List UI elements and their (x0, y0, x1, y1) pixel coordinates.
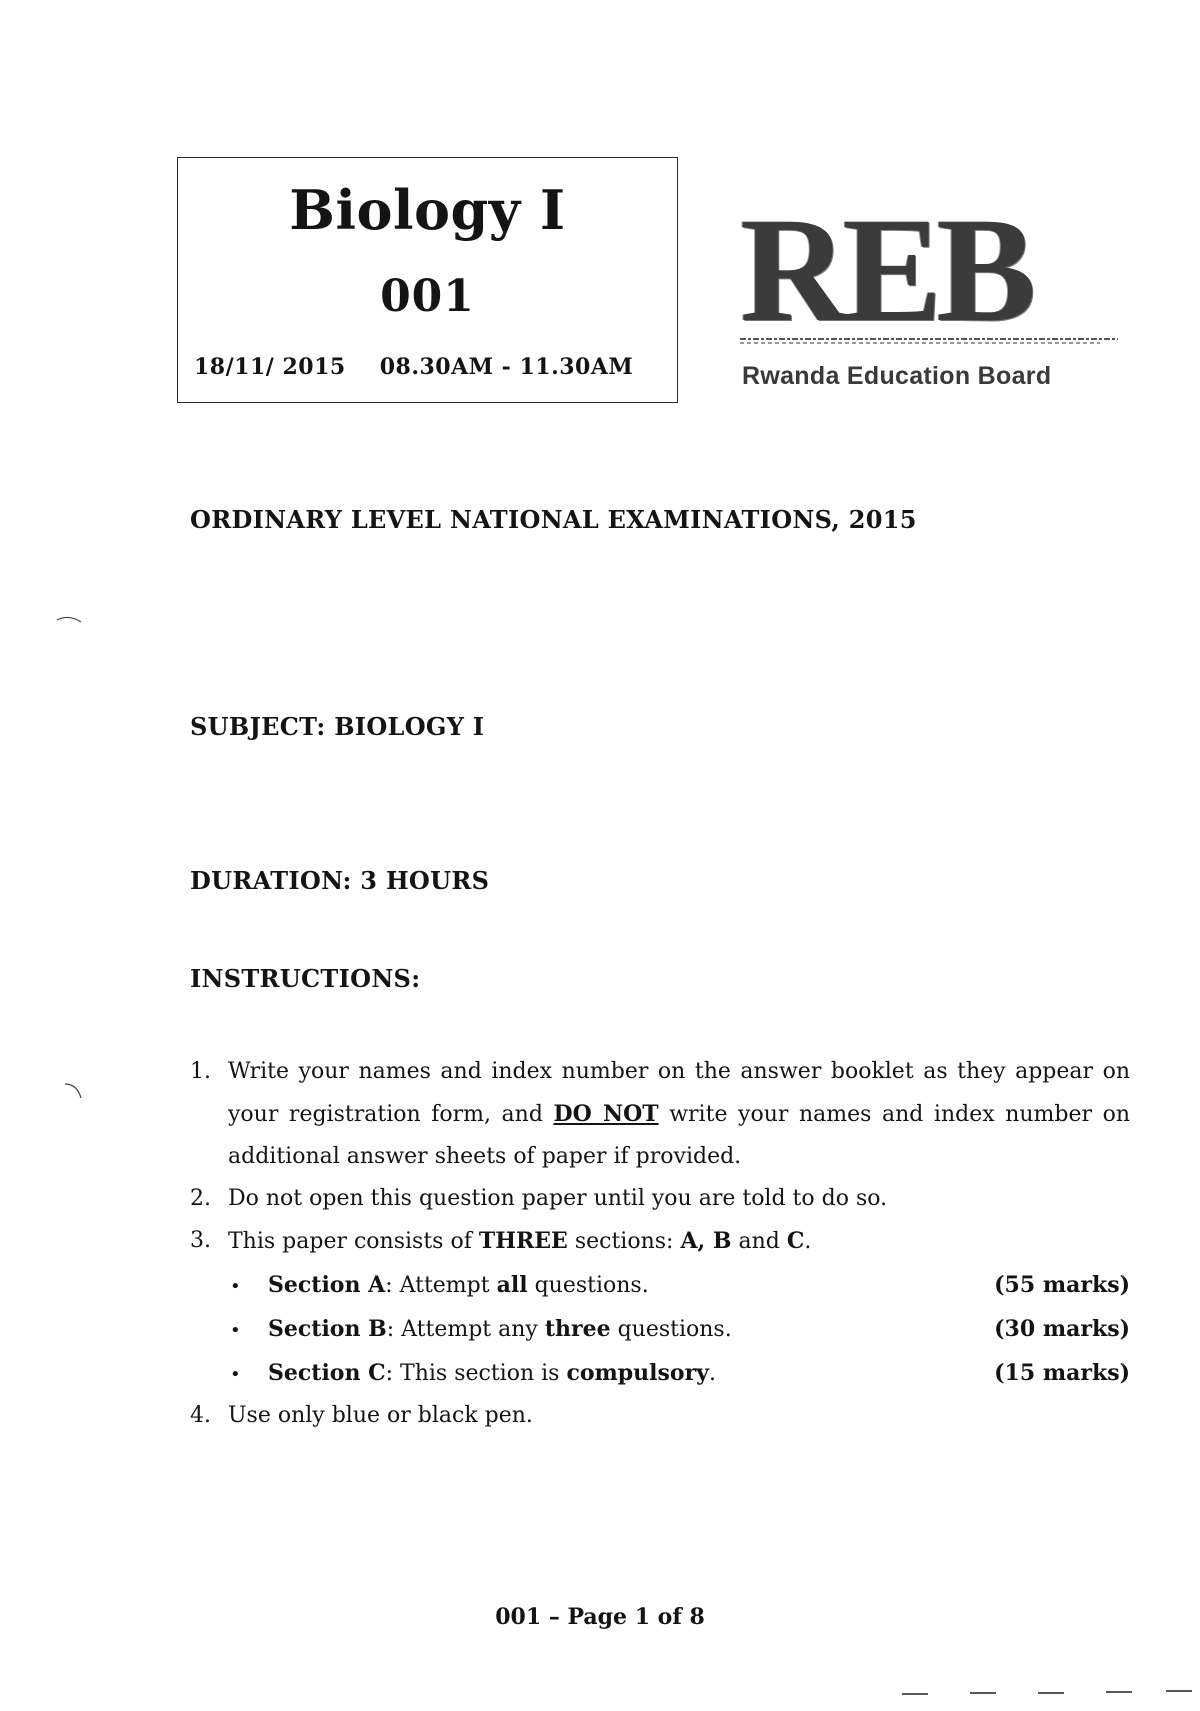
section-text-part: questions. (527, 1273, 649, 1298)
section-a-row (230, 1263, 1130, 1307)
instruction-number: 4. (190, 1403, 211, 1428)
instruction-text-part: Write your names and index number on the answer booklet as they appear on your registration form, and (228, 1059, 1130, 1127)
sections-list (190, 1263, 1130, 1395)
instruction-item (190, 1178, 1130, 1220)
section-emphasis: three (544, 1316, 611, 1342)
reb-logo-letters: REB (740, 187, 1031, 353)
instruction-text-part: This paper consists of (228, 1229, 479, 1254)
logo-underline (740, 337, 1118, 345)
three-emphasis: THREE (478, 1228, 568, 1254)
section-c-ref: C (786, 1228, 805, 1254)
scan-mark-icon (55, 612, 95, 642)
section-b-row (230, 1307, 1130, 1351)
instruction-text-part: sections: (567, 1229, 681, 1254)
instruction-text: Use only blue or black pen. (228, 1403, 533, 1428)
section-b-ref: B (705, 1228, 732, 1254)
section-a-ref: A, (680, 1228, 706, 1254)
instruction-text-part: . (804, 1229, 812, 1254)
section-marks: (55 marks) (994, 1272, 1130, 1298)
do-not-emphasis: DO NOT (553, 1101, 659, 1127)
paper-title: Biology I (289, 178, 566, 242)
instruction-text (228, 1051, 1130, 1178)
paper-code: 001 (380, 271, 475, 322)
section-text-part: : Attempt (385, 1273, 497, 1298)
section-label: Section A (268, 1272, 386, 1298)
reb-logo (740, 187, 1124, 400)
exam-date: 18/11/ 2015 (194, 354, 346, 380)
section-emphasis: compulsory (566, 1360, 709, 1386)
page-footer: 001 – Page 1 of 8 (495, 1604, 705, 1630)
instruction-text: Do not open this question paper until you are told to do so. (228, 1186, 888, 1211)
section-emphasis: all (496, 1272, 528, 1298)
section-marks: (15 marks) (994, 1360, 1130, 1386)
instructions-heading: INSTRUCTIONS: (190, 964, 421, 993)
instruction-item (190, 1051, 1130, 1178)
section-marks: (30 marks) (994, 1316, 1130, 1342)
exam-datetime (194, 354, 633, 380)
instruction-item (190, 1395, 1130, 1437)
bullet-icon: • (230, 1364, 241, 1385)
bullet-icon: • (230, 1276, 241, 1297)
instruction-text-part: write your names and index number on additional answer sheets of paper if provided. (228, 1102, 1131, 1169)
bullet-icon: • (230, 1320, 241, 1341)
section-text-part: . (708, 1361, 716, 1386)
subject-line: SUBJECT: BIOLOGY I (190, 712, 485, 741)
section-c-row (230, 1351, 1130, 1395)
duration-line: DURATION: 3 HOURS (190, 866, 490, 895)
section-text-part: questions. (610, 1317, 732, 1342)
section-text-part: : Attempt any (386, 1317, 545, 1342)
section-text (268, 1351, 994, 1396)
instruction-text (228, 1220, 1130, 1263)
instruction-number: 2. (190, 1186, 211, 1211)
exam-time: 08.30AM - 11.30AM (379, 354, 634, 380)
instructions-list (190, 1051, 1130, 1437)
instruction-text-part: and (731, 1229, 787, 1254)
instruction-number: 1. (190, 1059, 211, 1084)
section-text-part: : This section is (385, 1361, 567, 1386)
section-label: Section C (268, 1360, 386, 1386)
instruction-number: 3. (190, 1228, 211, 1253)
instruction-item (190, 1220, 1130, 1263)
exam-title: ORDINARY LEVEL NATIONAL EXAMINATIONS, 2015 (190, 505, 917, 534)
scan-mark-icon (55, 1080, 95, 1110)
logo-caption: Rwanda Education Board (742, 362, 1052, 390)
section-text (268, 1307, 994, 1352)
section-label: Section B (268, 1316, 387, 1342)
title-box (177, 157, 678, 403)
scan-dashes-icon (900, 1688, 1200, 1698)
section-text (268, 1263, 994, 1308)
